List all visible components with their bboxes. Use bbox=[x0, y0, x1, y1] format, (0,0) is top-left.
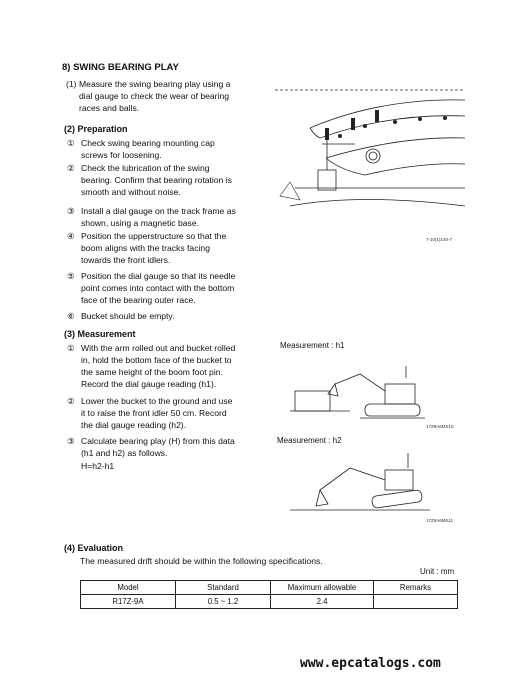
unit-label: Unit : mm bbox=[420, 567, 455, 576]
item-marker: ② bbox=[67, 163, 75, 173]
table-cell bbox=[374, 595, 458, 609]
item-text: Lower the bucket to the ground and use it to raise the front idler 50 cm. Record the dial gauge reading (h2). bbox=[81, 396, 233, 430]
column-header: Remarks bbox=[374, 581, 458, 595]
item-text: Install a dial gauge on the track frame as shown, using a magnetic base. bbox=[81, 206, 236, 228]
item-marker: ① bbox=[67, 343, 75, 353]
intro-marker: (1) bbox=[66, 79, 77, 89]
item-marker: ④ bbox=[67, 231, 75, 241]
item-marker: ③ bbox=[67, 206, 75, 216]
column-header: Maximum allowable bbox=[271, 581, 374, 595]
intro-paragraph bbox=[66, 78, 242, 114]
table-header-row bbox=[81, 581, 458, 595]
item-marker: ② bbox=[67, 396, 75, 406]
item-marker: ⑤ bbox=[67, 271, 75, 281]
excavator-h2-figure bbox=[290, 448, 440, 518]
excavator-h1-figure bbox=[290, 356, 440, 426]
figure-caption: 17Z9A6MS10 bbox=[426, 424, 454, 429]
preparation-item-5 bbox=[67, 270, 237, 306]
table-cell: 2.4 bbox=[271, 595, 374, 609]
swing-bearing-figure bbox=[270, 78, 470, 228]
item-text: Position the upperstructure so that the boom aligns with the tracks facing towards the front idlers. bbox=[81, 231, 227, 265]
item-text: Check swing bearing mounting cap screws for loosening. bbox=[81, 138, 215, 160]
preparation-item-6 bbox=[67, 310, 237, 322]
measurement-item-2 bbox=[67, 395, 237, 431]
intro-text: Measure the swing bearing play using a dial gauge to check the wear of bearing races and balls. bbox=[79, 79, 231, 113]
item-marker: ③ bbox=[67, 436, 75, 446]
preparation-item-2 bbox=[67, 162, 237, 198]
preparation-heading: (2) Preparation bbox=[64, 124, 128, 134]
evaluation-text: The measured drift should be within the following specifications. bbox=[80, 556, 323, 566]
column-header: Standard bbox=[176, 581, 271, 595]
item-text: Calculate bearing play (H) from this data (h1 and h2) as follows. bbox=[81, 436, 235, 458]
figure-caption: 17Z9A6MS11 bbox=[426, 518, 454, 523]
table-row bbox=[81, 595, 458, 609]
figure-label-h1: Measurement : h1 bbox=[280, 341, 345, 350]
table-cell: 0.5 ~ 1.2 bbox=[176, 595, 271, 609]
spec-table bbox=[80, 580, 458, 609]
measurement-item-3 bbox=[67, 435, 237, 459]
figure-label-h2: Measurement : h2 bbox=[277, 436, 342, 445]
item-marker: ⑥ bbox=[67, 311, 75, 321]
item-text: Check the lubrication of the swing bearing. Confirm that bearing rotation is smooth and without noise. bbox=[81, 163, 232, 197]
item-text: Position the dial gauge so that its needle point comes into contact with the bottom face of the bearing outer race. bbox=[81, 271, 236, 305]
figure-caption: 7-10(1)140-7 bbox=[426, 237, 453, 242]
evaluation-heading: (4) Evaluation bbox=[64, 543, 124, 553]
item-text: Bucket should be empty. bbox=[81, 311, 175, 321]
item-text: With the arm rolled out and bucket rolled in, hold the bottom face of the bucket to the same height of the boom foot pin. Record the dial gauge reading (h1). bbox=[81, 343, 236, 389]
preparation-item-1 bbox=[67, 137, 237, 161]
preparation-item-3 bbox=[67, 205, 237, 229]
section-title: 8) SWING BEARING PLAY bbox=[62, 62, 179, 73]
table-cell: R17Z-9A bbox=[81, 595, 176, 609]
footer-url[interactable]: www.epcatalogs.com bbox=[300, 656, 441, 671]
column-header: Model bbox=[81, 581, 176, 595]
measurement-heading: (3) Measurement bbox=[64, 329, 136, 339]
formula: H=h2-h1 bbox=[81, 461, 115, 471]
preparation-item-4 bbox=[67, 230, 237, 266]
measurement-item-1 bbox=[67, 342, 237, 390]
item-marker: ① bbox=[67, 138, 75, 148]
